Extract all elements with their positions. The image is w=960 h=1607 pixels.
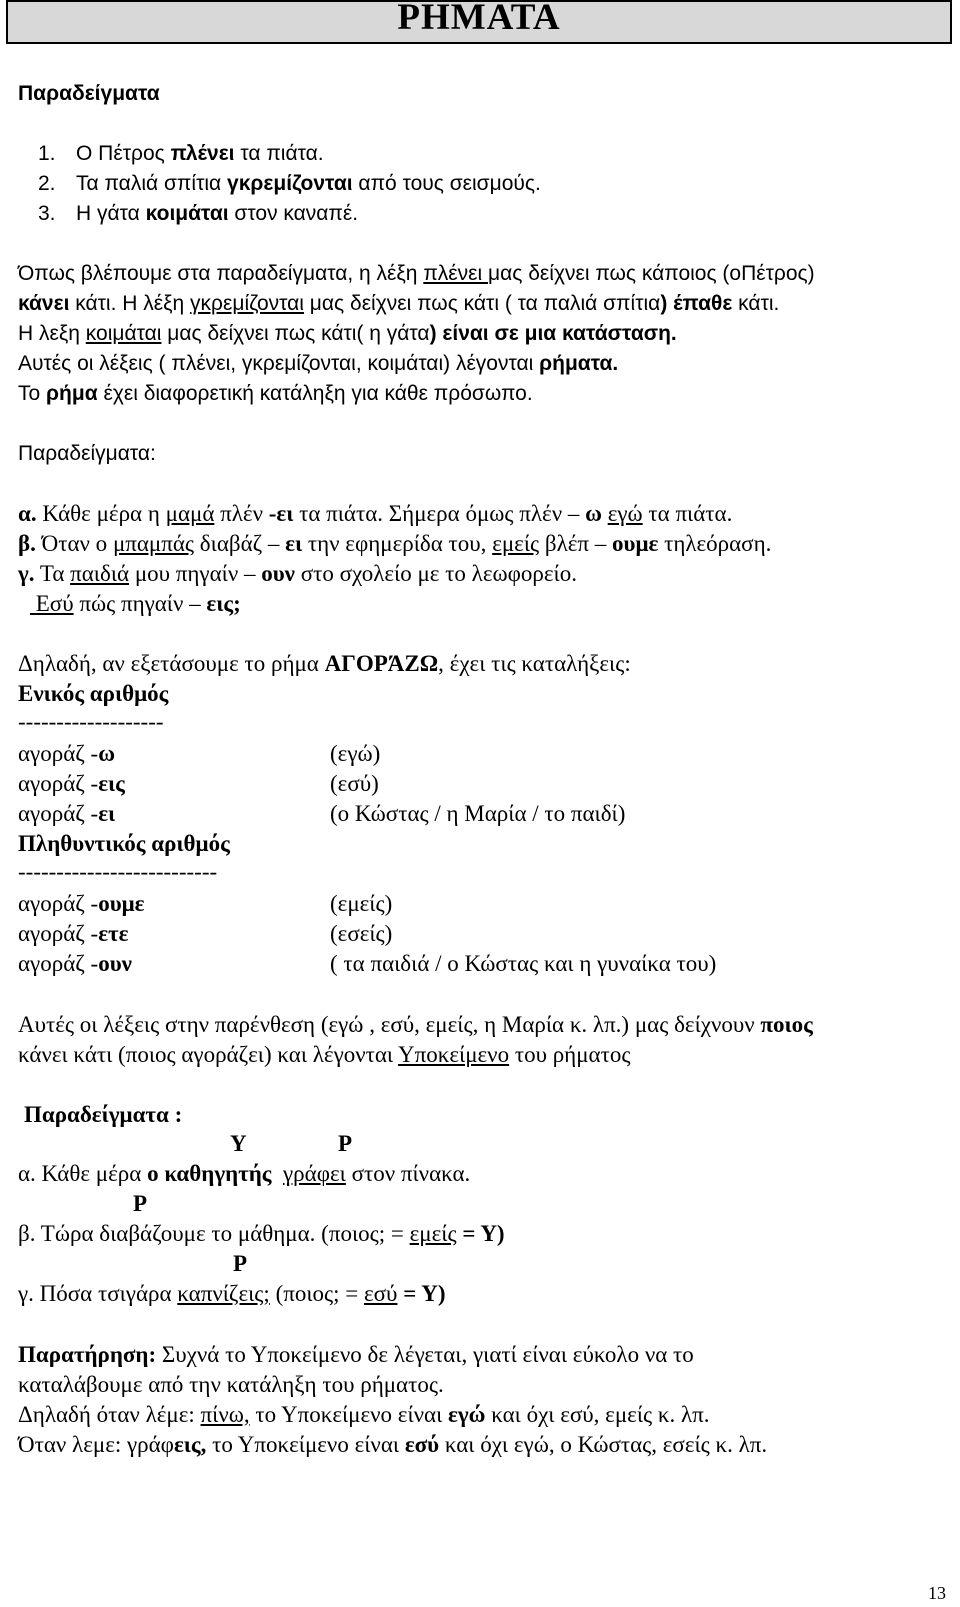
examples3-heading: Παραδείγματα :	[24, 1102, 183, 1127]
conjugation-intro: Δηλαδή, αν εξετάσουμε το ρήμα ΑΓΟΡΆΖΩ, έχει τις καταλήξεις:	[18, 651, 631, 676]
example-gamma: γ. Τα παιδιά μου πηγαίν – ουν στο σχολείο με το λεωφορείο.	[18, 561, 577, 586]
plural-form-2: αγοράζ -ετε	[18, 921, 129, 946]
page-title: ΡΗΜΑΤΑ	[397, 0, 561, 38]
intro-example-2: 2. Τα παλιά σπίτια γκρεμίζονται από τους σεισμούς.	[38, 172, 541, 195]
singular-form-3: αγοράζ -ει	[18, 801, 116, 826]
singular-pronoun-1: (εγώ)	[330, 741, 381, 766]
intro-heading: Παραδείγματα	[18, 82, 160, 105]
explanation-line-4: Αυτές οι λέξεις ( πλένει, γκρεμίζονται, κοιμάται) λέγονται ρήματα.	[18, 352, 619, 375]
explanation-line-1: Όπως βλέπουμε στα παραδείγματα, η λέξη πλένει μας δείχνει πως κάποιος (οΠέτρος)	[18, 262, 815, 285]
subject-line-1: Αυτές οι λέξεις στην παρένθεση (εγώ , εσύ, εμείς, η Μαρία κ. λπ.) μας δείχνουν ποιος	[18, 1012, 813, 1037]
predicate-mark-P-3: Ρ	[233, 1251, 248, 1276]
example-delta: Εσύ πώς πηγαίν – εις;	[30, 591, 241, 616]
singular-pronoun-2: (εσύ)	[330, 771, 379, 796]
examples3-gamma: γ. Πόσα τσιγάρα καπνίζεις; (ποιος; = εσύ = Υ)	[18, 1281, 446, 1306]
intro-example-1: 1. Ο Πέτρος πλένει τα πιάτα.	[38, 142, 324, 165]
subject-mark-Y: Υ	[230, 1131, 247, 1156]
examples3-beta: β. Τώρα διαβάζουμε το μάθημα. (ποιος; = εμείς = Υ)	[18, 1221, 505, 1246]
intro-example-3: 3. Η γάτα κοιμάται στον καναπέ.	[38, 202, 359, 225]
note-line-1: Παρατήρηση: Συχνά το Υποκείμενο δε λέγεται, γιατί είναι εύκολο να το	[18, 1342, 694, 1367]
singular-pronoun-3: (ο Κώστας / η Μαρία / το παιδί)	[330, 801, 626, 826]
examples3-alpha: α. Κάθε μέρα ο καθηγητής γράφει στον πίνακα.	[18, 1161, 471, 1186]
singular-form-1: αγοράζ -ω	[18, 741, 115, 766]
predicate-mark-P-1: Ρ	[338, 1131, 353, 1156]
subject-line-2: κάνει κάτι (ποιος αγοράζει) και λέγονται Υποκείμενο του ρήματος	[18, 1042, 631, 1067]
singular-rule: -------------------	[18, 709, 164, 734]
plural-pronoun-1: (εμείς)	[330, 891, 393, 916]
title-banner	[6, 0, 952, 44]
plural-heading: Πληθυντικός αριθμός	[18, 831, 230, 856]
singular-form-2: αγοράζ -εις	[18, 771, 125, 796]
page-number: 13	[928, 1583, 946, 1603]
singular-heading: Ενικός αριθμός	[18, 681, 169, 706]
explanation-line-3: Η λεξη κοιμάται μας δείχνει πως κάτι( η γάτα) είναι σε μια κατάσταση.	[18, 322, 677, 345]
note-line-4: Όταν λεμε: γράφεις, το Υποκείμενο είναι εσύ και όχι εγώ, ο Κώστας, εσείς κ. λπ.	[18, 1432, 768, 1457]
plural-pronoun-2: (εσείς)	[330, 921, 393, 946]
example-beta: β. Όταν ο μπαμπάς διαβάζ – ει την εφημερίδα του, εμείς βλέπ – ουμε τηλεόραση.	[18, 531, 772, 556]
predicate-mark-P-2: Ρ	[133, 1191, 148, 1216]
plural-rule: --------------------------	[18, 859, 218, 884]
explanation-line-5: Το ρήμα έχει διαφορετική κατάληξη για κάθε πρόσωπο.	[18, 382, 533, 405]
explanation-line-2: κάνει κάτι. Η λέξη γκρεμίζονται μας δείχνει πως κάτι ( τα παλιά σπίτια) έπαθε κάτι.	[18, 292, 780, 315]
example-alpha: α. Κάθε μέρα η μαμά πλέν -ει τα πιάτα. Σήμερα όμως πλέν – ω εγώ τα πιάτα.	[18, 501, 733, 526]
note-line-2: καταλάβουμε από την κατάληξη του ρήματος.	[18, 1372, 444, 1397]
plural-pronoun-3: ( τα παιδιά / ο Κώστας και η γυναίκα του)	[330, 951, 717, 976]
note-line-3: Δηλαδή όταν λέμε: πίνω, το Υποκείμενο είναι εγώ και όχι εσύ, εμείς κ. λπ.	[18, 1402, 710, 1427]
plural-form-1: αγοράζ -ουμε	[18, 891, 145, 916]
plural-form-3: αγοράζ -ουν	[18, 951, 132, 976]
examples-heading: Παραδείγματα:	[18, 442, 156, 465]
